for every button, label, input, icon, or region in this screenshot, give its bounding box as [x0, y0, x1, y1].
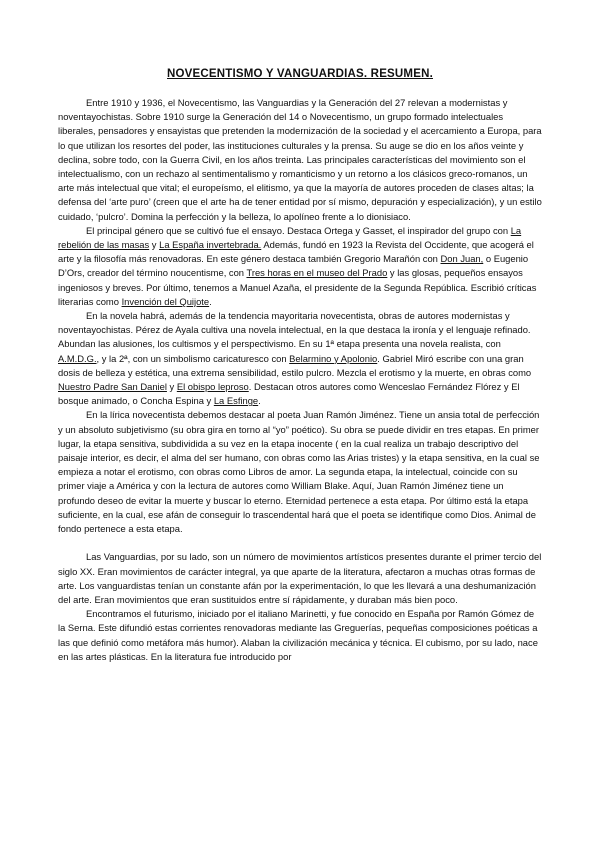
- text-run: . Destacan otros autores como Wenceslao Fernández Flórez y El bosque animado, o Concha Espina y: [58, 381, 520, 407]
- document-title: NOVECENTISMO Y VANGUARDIAS. RESUMEN.: [167, 68, 433, 80]
- paragraph: [58, 550, 542, 607]
- paragraph: [58, 309, 542, 408]
- text-run: Además, fundó en 1923 la Revista del Occidente, que acogerá el arte y la filosofía más renovadoras. En este género destaca también Gregorio Marañón con: [58, 239, 534, 265]
- paragraph: [58, 96, 542, 224]
- work-title: La rebelión de las masas: [58, 224, 522, 251]
- text-run: o Eugenio D’Ors, creador del término noucentisme, con: [58, 253, 529, 279]
- paragraph: [58, 224, 542, 309]
- text-run: , y la 2ª, con un simbolismo caricaturesco con: [96, 352, 290, 364]
- text-run: En la lírica novecentista debemos destacar al poeta Juan Ramón Jiménez. Tiene un ansia total de perfección y un absoluto subjetivismo (su obra gira en torno al “yo” poético). Su obra se puede dividir en tres etapas. En primer lugar, la etapa sensitiva, subdividida a su vez en la etapa inocente ( en la cual realiza un trabajo descriptivo del paisaje interior, es decir, el alma del ser humano, con obras como las Arias tristes) y la etapa sensitiva, en la cual se empieza a notar el erotismo, con obras como Libros de amor. La segunda etapa, la intelectual, coincide con su primer viaje a América y con la lectura de autores como William Blake. Aquí, Juan Ramón Jiménez tiene un profundo deseo de evitar la muerte y buscar lo eterno. Eternidad pertenece a esta etapa. Por último está la etapa suficiente, en la cual, ese afán de conseguir lo trascendental hará que el poeta se identifique como Dios. Animal de fondo pertenece a esta etapa.: [58, 409, 540, 535]
- work-title: Nuestro Padre San Daniel: [58, 381, 167, 393]
- work-title: Tres horas en el museo del Prado: [246, 267, 388, 279]
- text-run: Encontramos el futurismo, iniciado por el italiano Marinetti, y fue conocido en España por Ramón Gómez de la Serna. Este difundió estas corrientes renovadoras mediante las Greguerías, pequeñas composiciones poéticas a las que definió como metáfora más humor). Alaban la civilización mecánica y técnica. El cubismo, por su lado, nace en las artes plásticas. En la literatura fue introducido por: [58, 608, 538, 662]
- paragraph-spacer: [58, 536, 542, 550]
- work-title: A.M.D.G.: [58, 352, 97, 364]
- text-run: y las glosas, pequeños ensayos ingeniosos y breves. Por último, tenemos a Manuel Azaña, el presidente de la Segunda República. Escribió críticas literarias como: [58, 267, 537, 307]
- text-run: En la novela habrá, además de la tendencia mayoritaria novecentista, obras de autores modernistas y noventayochistas. Pérez de Ayala cultiva una novela intelectual, en la que destaca la ironía y el lenguaje refinado. Abundan las alusiones, los cultismos y el perspectivismo. En su 1ª etapa presenta una novela realista, con: [58, 310, 531, 350]
- paragraph: [58, 408, 542, 536]
- text-run: .: [258, 395, 261, 407]
- text-run: .: [209, 295, 212, 307]
- text-run: Las Vanguardias, por su lado, son un número de movimientos artísticos presentes durante el primer tercio del siglo XX. Eran movimientos de carácter integral, ya que aparte de la literatura, afectaron a muchas otras formas de arte. Los vanguardistas tenían un constante afán por la experimentación, lo que les llevará a una deshumanización del arte. Eran movimientos que eran sustituidos entre sí rápidamente, y duraban más bien poco.: [58, 551, 542, 605]
- text-run: y: [166, 381, 177, 393]
- work-title: La Esfinge: [213, 395, 259, 407]
- work-title: Belarmino y Apolonio: [289, 352, 378, 364]
- work-title: La España invertebrada.: [159, 239, 262, 251]
- work-title: Invención del Quijote: [121, 295, 210, 307]
- text-run: y: [149, 239, 160, 251]
- work-title: El obispo leproso: [176, 381, 249, 393]
- work-title: Don Juan,: [440, 253, 484, 265]
- text-run: Entre 1910 y 1936, el Novecentismo, las Vanguardias y la Generación del 27 relevan a modernistas y noventayochistas. Sobre 1910 surge la Generación del 14 o Novecentismo, un grupo formado intelectuales liberales, pensadores y ensayistas que pretenden la modernización de la sociedad y el acercamiento a Europa, para lo que utilizan los resortes del poder, las instituciones culturales y la prensa. Su auge se dio en los años veinte y declina, sobre todo, con la Guerra Civil, en los años treinta. Las principales características del movimiento son el intelectualismo, con un rechazo al sentimentalismo y romanticismo y un retorno a los clásicos greco-romanos, un arte más intelectual que vital; el europeísmo, el elitismo, ya que la mayoría de autores proceden de clases altas; la defensa del ‘arte puro’ (creen que el arte ha de tener entidad por sí mismo, depuración y especialización), y un estilo cuidado, ‘pulcro’. Domina la perfección y la belleza, lo apolíneo frente a lo dionisiaco.: [58, 97, 542, 222]
- document-body: [58, 96, 542, 664]
- text-run: El principal género que se cultivó fue el ensayo. Destaca Ortega y Gasset, el inspirador del grupo con: [86, 224, 511, 236]
- paragraph: [58, 607, 542, 664]
- text-run: . Gabriel Miró escribe con una gran dosis de belleza y estética, una extrema sensibilidad, estilo pulcro. Mezcla el erotismo y la muerte, en obras como: [58, 352, 532, 378]
